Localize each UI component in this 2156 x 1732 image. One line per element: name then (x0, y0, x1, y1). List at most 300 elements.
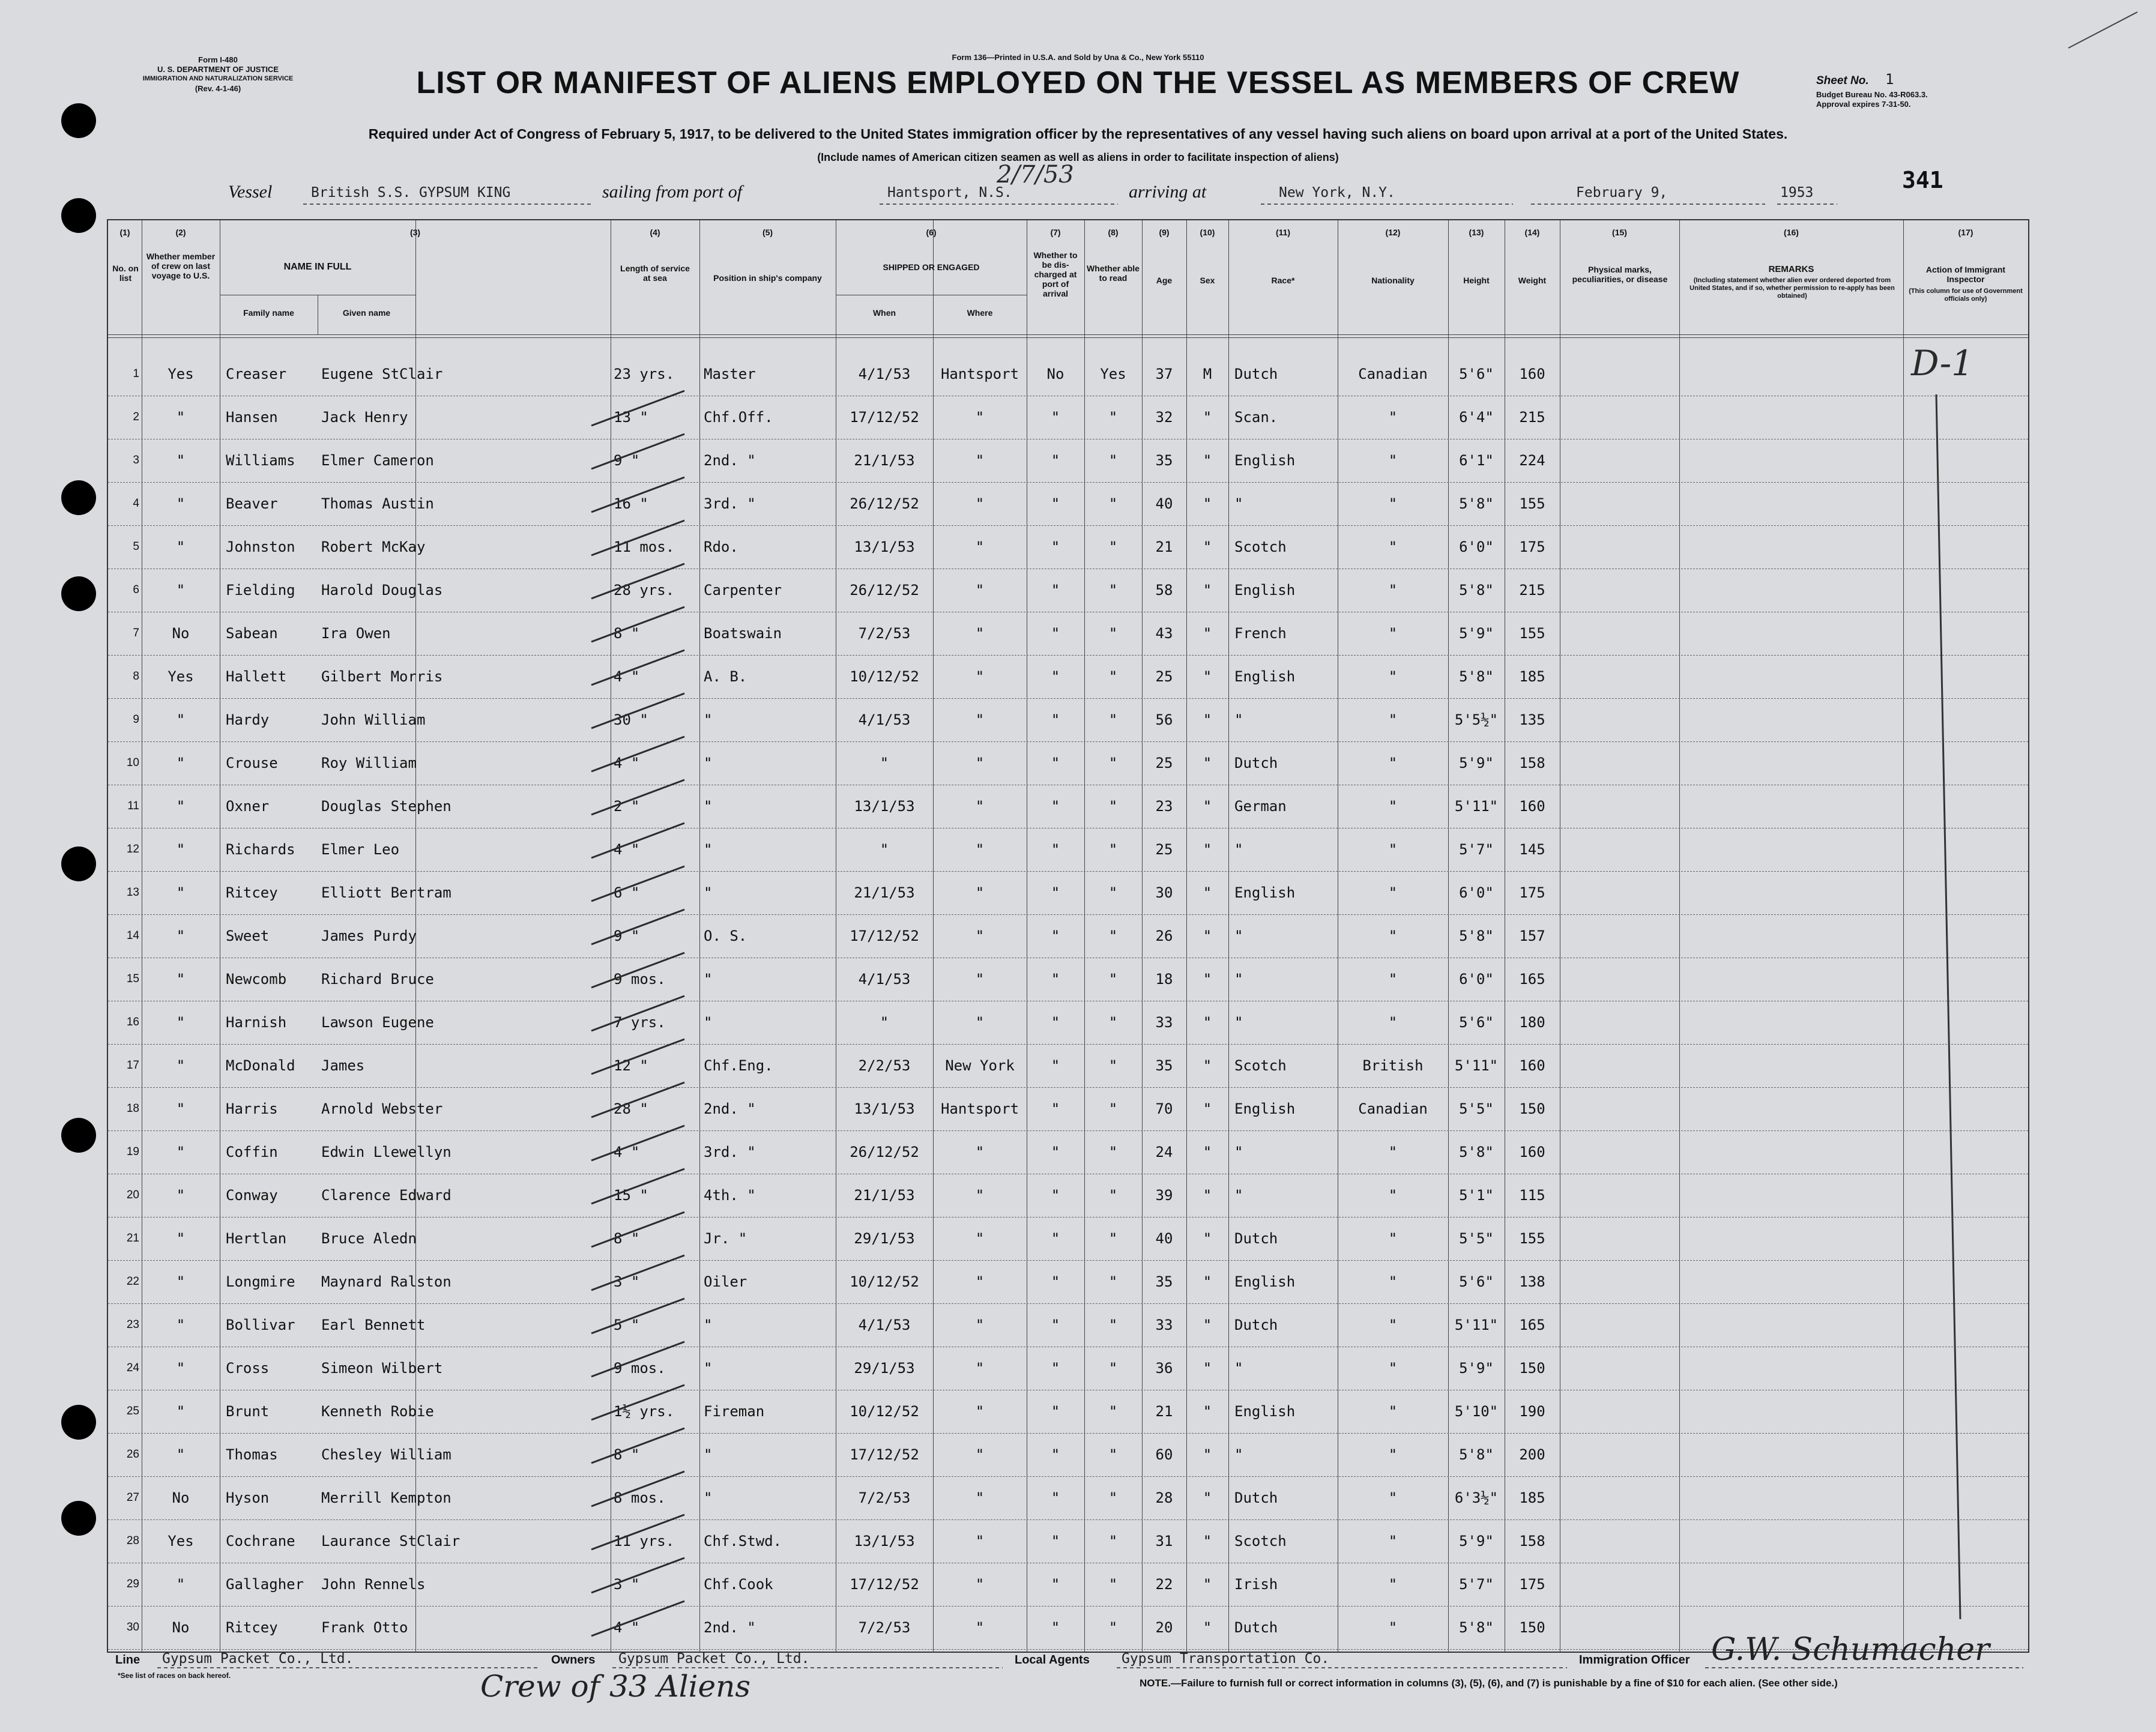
page-title: LIST OR MANIFEST OF ALIENS EMPLOYED ON THE VESSEL AS MEMBERS OF CREW (416, 65, 1740, 100)
cell-weight: 160 (1519, 1144, 1545, 1160)
cell-family: Cochrane (226, 1533, 295, 1549)
table-row (108, 1087, 2028, 1131)
cell-service: 9 " (614, 452, 640, 469)
cell-age: 70 (1155, 1100, 1173, 1117)
cell-nat: Canadian (1358, 366, 1428, 382)
cell-weight: 175 (1519, 1576, 1545, 1593)
cell-family: Hansen (226, 409, 278, 426)
cell-race: " (1234, 1446, 1243, 1463)
cell-where: " (975, 409, 985, 426)
table-row (108, 439, 2028, 483)
col-head-physical: Physical marks, peculiarities, or disease (1572, 265, 1668, 284)
cell-given: Clarence Edward (321, 1187, 451, 1204)
col-number: (14) (1524, 228, 1540, 237)
cell-weight: 215 (1519, 582, 1545, 599)
cell-sex: " (1203, 1403, 1212, 1420)
cell-service: 4 " (614, 668, 640, 685)
cell-height: 5'8" (1459, 928, 1494, 944)
cell-given: Elliott Bertram (321, 884, 451, 901)
cell-nat: " (1388, 884, 1398, 901)
row-number: 8 (133, 670, 139, 683)
cell-where: " (975, 841, 985, 858)
cell-nat: " (1388, 1576, 1398, 1593)
cell-height: 6'0" (1459, 971, 1494, 988)
cell-given: Bruce Aledn (321, 1230, 417, 1247)
cell-where: " (975, 539, 985, 555)
cell-read: " (1108, 1317, 1118, 1333)
row-number: 28 (126, 1534, 139, 1547)
cell-service: 9 mos. (614, 1360, 666, 1377)
cell-last: " (176, 495, 186, 512)
cell-weight: 160 (1519, 366, 1545, 382)
cell-family: Crouse (226, 755, 278, 771)
cell-age: 35 (1155, 1273, 1173, 1290)
cell-service: 8 " (614, 625, 640, 642)
cell-position: Chf.Cook (704, 1576, 773, 1593)
cell-sex: " (1203, 1489, 1212, 1506)
cell-sex: " (1203, 1533, 1212, 1549)
table-row (108, 1130, 2028, 1174)
cell-race: Irish (1234, 1576, 1278, 1593)
cell-weight: 157 (1519, 928, 1545, 944)
cell-service: 28 yrs. (614, 582, 675, 599)
row-number: 26 (126, 1448, 139, 1461)
officer-label: Immigration Officer (1579, 1653, 1690, 1667)
cell-weight: 160 (1519, 1057, 1545, 1074)
cell-where: " (975, 582, 985, 599)
cell-position: " (704, 755, 713, 771)
cell-service: 8 " (614, 1230, 640, 1247)
row-number: 10 (126, 756, 139, 769)
cell-height: 5'11" (1454, 1317, 1499, 1333)
col-number: (4) (650, 228, 660, 237)
punch-hole (61, 576, 96, 611)
cell-service: 28 " (614, 1100, 648, 1117)
col-number: (8) (1108, 228, 1119, 237)
cell-given: Chesley William (321, 1446, 451, 1463)
cell-height: 5'11" (1454, 1057, 1499, 1074)
cell-height: 5'8" (1459, 1446, 1494, 1463)
cell-last: " (176, 452, 186, 469)
cell-height: 5'7" (1459, 841, 1494, 858)
cell-nat: " (1388, 495, 1398, 512)
cell-weight: 150 (1519, 1360, 1545, 1377)
cell-disch: " (1051, 668, 1060, 685)
cell-sex: " (1203, 1446, 1212, 1463)
cell-race: German (1234, 798, 1287, 815)
sheet-number: 1 (1885, 71, 1894, 88)
cell-position: 2nd. " (704, 452, 756, 469)
cell-weight: 160 (1519, 798, 1545, 815)
col-head-weight: Weight (1518, 276, 1547, 285)
cell-service: 23 yrs. (614, 366, 675, 382)
row-number: 11 (127, 800, 139, 812)
cell-race: " (1234, 928, 1243, 944)
cell-nat: " (1388, 798, 1398, 815)
cell-family: Fielding (226, 582, 295, 599)
cell-age: 26 (1155, 928, 1173, 944)
cell-position: Fireman (704, 1403, 765, 1420)
cell-read: " (1108, 1533, 1118, 1549)
cell-height: 5'5" (1459, 1230, 1494, 1247)
col-number: (6) (926, 228, 937, 237)
cell-family: McDonald (226, 1057, 295, 1074)
cell-nat: " (1388, 711, 1398, 728)
cell-race: Dutch (1234, 1489, 1278, 1506)
cell-age: 22 (1155, 1576, 1173, 1593)
cell-family: Hyson (226, 1489, 270, 1506)
arrival-year: 1953 (1780, 185, 1814, 201)
cell-last: " (176, 755, 186, 771)
row-number: 15 (126, 973, 139, 985)
col-head-length: Length of service at sea (620, 264, 690, 283)
cell-read: " (1108, 668, 1118, 685)
cell-position: " (704, 971, 713, 988)
cell-race: English (1234, 1273, 1296, 1290)
cell-race: " (1234, 1144, 1243, 1160)
cell-age: 40 (1155, 495, 1173, 512)
cell-sex: " (1203, 582, 1212, 599)
cell-age: 31 (1155, 1533, 1173, 1549)
cell-family: Thomas (226, 1446, 278, 1463)
cell-given: Eugene StClair (321, 366, 443, 382)
cell-given: Douglas Stephen (321, 798, 451, 815)
cell-when: " (880, 755, 889, 771)
cell-given: Jack Henry (321, 409, 408, 426)
col-head-height: Height (1463, 276, 1490, 285)
cell-given: Elmer Cameron (321, 452, 434, 469)
cell-last: " (176, 539, 186, 555)
cell-given: Elmer Leo (321, 841, 400, 858)
col-head-discharged: Whether to be dis-charged at port of arrival (1033, 250, 1078, 298)
cell-nat: " (1388, 1619, 1398, 1636)
cell-when: 29/1/53 (854, 1230, 915, 1247)
cell-given: Harold Douglas (321, 582, 443, 599)
cell-sex: " (1203, 884, 1212, 901)
cell-sex: " (1203, 1576, 1212, 1593)
cell-race: " (1234, 1360, 1243, 1377)
cell-last: " (176, 1273, 186, 1290)
cell-service: 8 " (614, 1446, 640, 1463)
cell-disch: " (1051, 884, 1060, 901)
cell-disch: " (1051, 1187, 1060, 1204)
cell-sex: " (1203, 1273, 1212, 1290)
table-row (108, 1174, 2028, 1218)
col-number: (2) (175, 228, 186, 237)
cell-given: Lawson Eugene (321, 1014, 434, 1031)
cell-given: James Purdy (321, 928, 417, 944)
cell-where: Hantsport (940, 366, 1019, 382)
cell-last: " (176, 1403, 186, 1420)
cell-age: 39 (1155, 1187, 1173, 1204)
cell-sex: " (1203, 1144, 1212, 1160)
cell-age: 23 (1155, 798, 1173, 815)
cell-race: Dutch (1234, 1230, 1278, 1247)
table-row (108, 1563, 2028, 1607)
cell-age: 32 (1155, 409, 1173, 426)
cell-last: " (176, 1014, 186, 1031)
cell-given: John Rennels (321, 1576, 426, 1593)
table-row (108, 525, 2028, 569)
cell-race: English (1234, 582, 1296, 599)
cell-last: " (176, 928, 186, 944)
cell-nat: " (1388, 1317, 1398, 1333)
cell-age: 36 (1155, 1360, 1173, 1377)
col-number: (16) (1784, 228, 1799, 237)
cell-where: " (975, 1230, 985, 1247)
cell-nat: Canadian (1358, 1100, 1428, 1117)
stamp-number: 341 (1902, 167, 1943, 193)
cell-nat: " (1388, 928, 1398, 944)
cell-disch: " (1051, 755, 1060, 771)
printer-line: Form 136—Printed in U.S.A. and Sold by Una & Co., New York 55110 (952, 53, 1204, 62)
cell-when: 13/1/53 (854, 1100, 915, 1117)
line-label: Line (115, 1653, 140, 1667)
races-note: *See list of races on back hereof. (118, 1671, 231, 1680)
cell-sex: " (1203, 1100, 1212, 1117)
cell-weight: 185 (1519, 1489, 1545, 1506)
cell-when: 13/1/53 (854, 1533, 915, 1549)
row-number: 22 (126, 1275, 139, 1288)
cell-given: Ira Owen (321, 625, 391, 642)
cell-position: Chf.Off. (704, 409, 773, 426)
row-number: 1 (133, 367, 139, 380)
table-row (108, 1476, 2028, 1520)
col-number: (12) (1385, 228, 1401, 237)
cell-height: 5'9" (1459, 625, 1494, 642)
cell-disch: " (1051, 1273, 1060, 1290)
cell-age: 35 (1155, 452, 1173, 469)
cell-service: 7 yrs. (614, 1014, 666, 1031)
cell-weight: 175 (1519, 539, 1545, 555)
cell-age: 24 (1155, 1144, 1173, 1160)
punch-hole (61, 1405, 96, 1440)
cell-last: " (176, 582, 186, 599)
agents-label: Local Agents (1015, 1653, 1090, 1667)
table-row (108, 1433, 2028, 1477)
table-row (108, 828, 2028, 872)
table-row (108, 1001, 2028, 1045)
cell-read: " (1108, 711, 1118, 728)
cell-where: " (975, 928, 985, 944)
cell-age: 40 (1155, 1230, 1173, 1247)
row-number: 5 (133, 540, 139, 553)
table-row (108, 1303, 2028, 1347)
cell-race: " (1234, 1014, 1243, 1031)
cell-read: " (1108, 625, 1118, 642)
cell-where: Hantsport (940, 1100, 1019, 1117)
col-head-where: Where (967, 308, 993, 318)
cell-when: 17/12/52 (850, 1446, 919, 1463)
form-id: Form I-480 (198, 55, 238, 64)
cell-age: 60 (1155, 1446, 1173, 1463)
arrival-port: New York, N.Y. (1279, 185, 1395, 201)
row-number: 19 (126, 1145, 139, 1158)
col-head-when: When (872, 308, 896, 318)
cell-service: 9 " (614, 928, 640, 944)
cell-position: " (704, 1317, 713, 1333)
cell-read: " (1108, 452, 1118, 469)
cell-sex: " (1203, 1317, 1212, 1333)
cell-where: " (975, 1576, 985, 1593)
cell-position: Oiler (704, 1273, 747, 1290)
budget-bureau: Budget Bureau No. 43-R063.3. (1816, 90, 1928, 99)
table-row (108, 741, 2028, 785)
col-head-remarks-sub: (Including statement whether alien ever ordered deported from United States, and if so, whether permission to re-apply has been obtained) (1689, 277, 1895, 300)
crew-manifest-table (107, 219, 2029, 1653)
cell-when: 10/12/52 (850, 1403, 919, 1420)
note-text: —Failure to furnish full or correct information in columns (3), (5), (6), and (7) is punishable by a fine of $10 for each alien. (See other side.) (1170, 1677, 1838, 1689)
cell-family: Harnish (226, 1014, 287, 1031)
cell-disch: " (1051, 1360, 1060, 1377)
cell-read: " (1108, 409, 1118, 426)
cell-last: " (176, 1187, 186, 1204)
cell-read: " (1108, 1360, 1118, 1377)
cell-height: 5'5" (1459, 1100, 1494, 1117)
cell-family: Gallagher (226, 1576, 304, 1593)
cell-height: 5'5½" (1454, 711, 1499, 728)
row-number: 24 (126, 1362, 139, 1374)
cell-sex: " (1203, 798, 1212, 815)
cell-disch: " (1051, 1446, 1060, 1463)
cell-nat: " (1388, 971, 1398, 988)
cell-age: 56 (1155, 711, 1173, 728)
cell-age: 25 (1155, 841, 1173, 858)
col-head-action: Action of Immigrant Inspector (1925, 265, 2006, 284)
row-number: 12 (126, 843, 139, 855)
cell-position: Chf.Eng. (704, 1057, 773, 1074)
revision: (Rev. 4-1-46) (195, 84, 241, 93)
owners-value: Gypsum Packet Co., Ltd. (618, 1651, 810, 1667)
cell-family: Oxner (226, 798, 270, 815)
cell-where: " (975, 1489, 985, 1506)
cell-age: 21 (1155, 539, 1173, 555)
cell-where: " (975, 1619, 985, 1636)
cell-read: " (1108, 582, 1118, 599)
cell-service: 4 " (614, 841, 640, 858)
cell-where: " (975, 1144, 985, 1160)
col-number: (5) (762, 228, 773, 237)
row-number: 25 (126, 1405, 139, 1417)
cell-where: " (975, 625, 985, 642)
cell-read: " (1108, 798, 1118, 815)
cell-last: " (176, 841, 186, 858)
cell-position: Master (704, 366, 756, 382)
cell-given: Arnold Webster (321, 1100, 443, 1117)
table-row (108, 1347, 2028, 1390)
cell-age: 18 (1155, 971, 1173, 988)
cell-read: " (1108, 1057, 1118, 1074)
col-number: (3) (409, 228, 421, 237)
cell-when: 13/1/53 (854, 798, 915, 815)
cell-disch: " (1051, 1317, 1060, 1333)
cell-given: Merrill Kempton (321, 1489, 451, 1506)
cell-given: Gilbert Morris (321, 668, 443, 685)
cell-sex: " (1203, 755, 1212, 771)
cell-when: 21/1/53 (854, 884, 915, 901)
cell-given: John William (321, 711, 426, 728)
cell-service: 13 " (614, 409, 648, 426)
cell-last: No (172, 1489, 190, 1506)
cell-service: 4 " (614, 755, 640, 771)
handwritten-port-date: 2/7/53 (997, 161, 1074, 189)
punch-hole (61, 198, 96, 233)
cell-height: 5'9" (1459, 1360, 1494, 1377)
row-number: 17 (126, 1059, 139, 1072)
cell-nat: " (1388, 1014, 1398, 1031)
table-row (108, 1217, 2028, 1261)
cell-when: 21/1/53 (854, 452, 915, 469)
cell-when: 4/1/53 (858, 366, 911, 382)
cell-where: " (975, 711, 985, 728)
table-row (108, 698, 2028, 742)
table-row (108, 1044, 2028, 1088)
cell-nat: " (1388, 1403, 1398, 1420)
cell-service: 3 " (614, 1273, 640, 1290)
row-number: 20 (126, 1189, 139, 1201)
action-mark: D-1 (1911, 343, 1974, 384)
cell-race: Dutch (1234, 366, 1278, 382)
table-row (108, 958, 2028, 1001)
cell-last: " (176, 1446, 186, 1463)
cell-disch: " (1051, 582, 1060, 599)
row-number: 16 (126, 1016, 139, 1028)
col-head-sex: Sex (1200, 276, 1215, 285)
col-number: (7) (1050, 228, 1061, 237)
cell-disch: " (1051, 798, 1060, 815)
cell-height: 6'4" (1459, 409, 1494, 426)
cell-last: " (176, 1144, 186, 1160)
cell-disch: " (1051, 928, 1060, 944)
table-row (108, 396, 2028, 439)
cell-race: Scan. (1234, 409, 1278, 426)
cell-sex: " (1203, 928, 1212, 944)
note (1140, 1677, 1838, 1689)
cell-race: " (1234, 841, 1243, 858)
cell-when: 17/12/52 (850, 1576, 919, 1593)
vessel-label: Vessel (228, 182, 273, 202)
table-row (108, 1519, 2028, 1563)
cell-read: " (1108, 1446, 1118, 1463)
cell-given: Thomas Austin (321, 495, 434, 512)
cell-last: " (176, 884, 186, 901)
cell-when: 17/12/52 (850, 928, 919, 944)
cell-nat: " (1388, 841, 1398, 858)
crew-count-note: Crew of 33 Aliens (480, 1669, 750, 1704)
cell-nat: " (1388, 755, 1398, 771)
agents-value: Gypsum Transportation Co. (1122, 1651, 1330, 1667)
cell-weight: 224 (1519, 452, 1545, 469)
col-head-age: Age (1156, 276, 1173, 285)
cell-disch: " (1051, 841, 1060, 858)
cell-weight: 158 (1519, 1533, 1545, 1549)
punch-hole (61, 846, 96, 881)
sailing-port: Hantsport, N.S. (887, 185, 1012, 201)
row-number: 27 (126, 1491, 139, 1504)
cell-when: 7/2/53 (858, 625, 911, 642)
cell-age: 20 (1155, 1619, 1173, 1636)
cell-given: Edwin Llewellyn (321, 1144, 451, 1160)
cell-when: 29/1/53 (854, 1360, 915, 1377)
cell-service: 30 " (614, 711, 648, 728)
cell-when: " (880, 1014, 889, 1031)
cell-family: Sabean (226, 625, 278, 642)
cell-read: " (1108, 1403, 1118, 1420)
cell-nat: " (1388, 409, 1398, 426)
col-head-remarks: REMARKS (1768, 264, 1814, 274)
cell-when: " (880, 841, 889, 858)
cell-where: " (975, 1187, 985, 1204)
